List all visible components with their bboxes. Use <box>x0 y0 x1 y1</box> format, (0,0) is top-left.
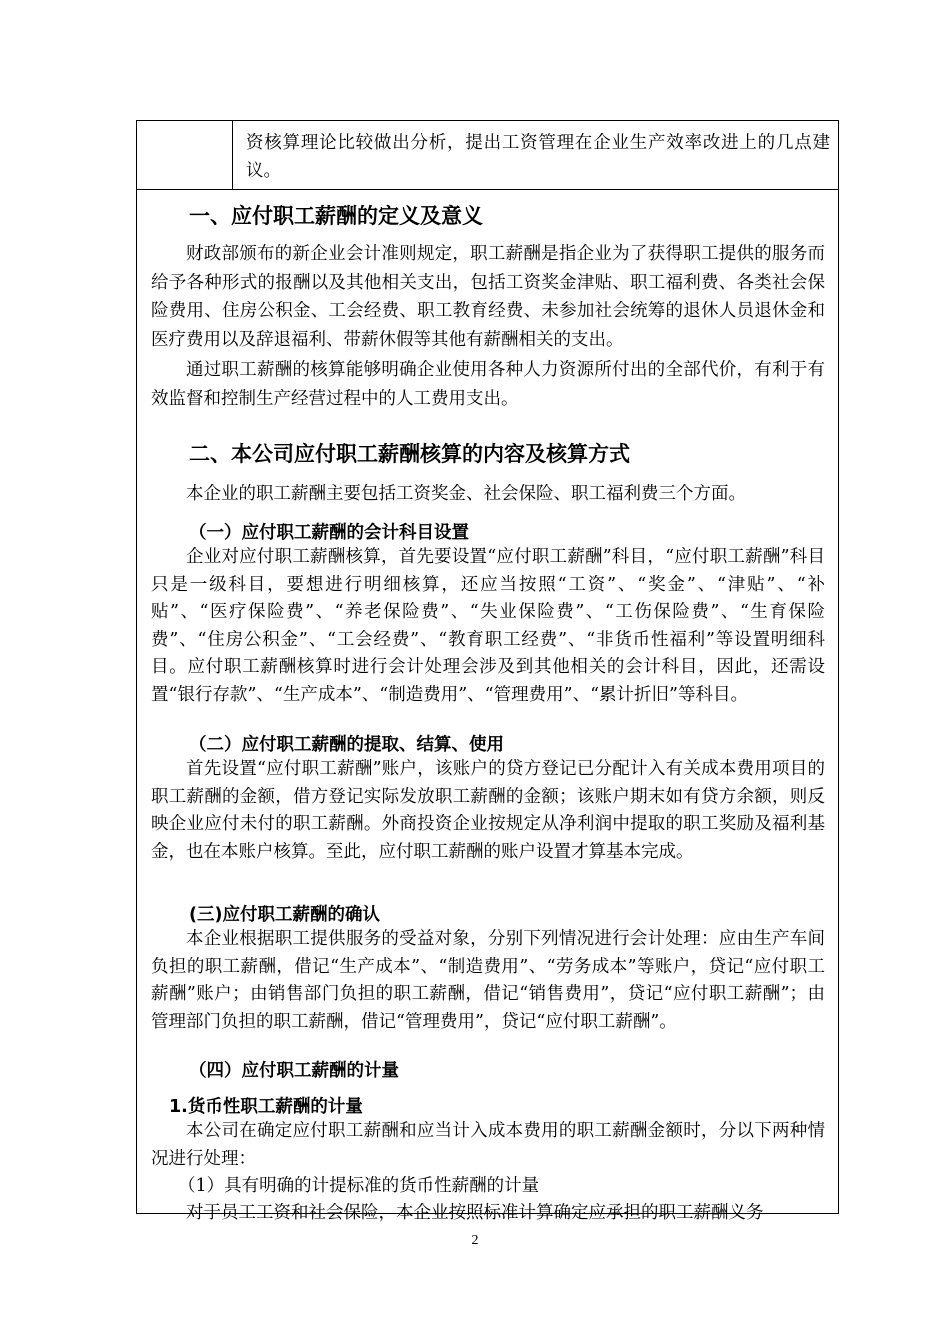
subsection-4-title: （四）应付职工薪酬的计量 <box>189 1061 399 1081</box>
section-2-intro: 本企业的职工薪酬主要包括工资奖金、社会保险、职工福利费三个方面。 <box>186 484 746 504</box>
continued-paragraph: 资核算理论比较做出分析，提出工资管理在企业生产效率改进上的几点建议。 <box>246 133 830 181</box>
subsection-4-1-item: （1）具有明确的计提标准的货币性薪酬的计量 <box>178 1176 540 1196</box>
subsection-3-text: 本企业根据职工提供服务的受益对象，分别下列情况进行会计处理：应由生产车间负担的职工薪酬，借记“生产成本”、“制造费用”、“劳务成本”等账户，贷记“应付职工薪酬”账户；由销售部门负担的职工薪酬，借记“销售费用”，贷记“应付职工薪酬”；由管理部门负担的职工薪酬，借记“管理费用”，贷记“应付职工薪酬”。 <box>151 929 825 1032</box>
subsection-1-title: （一）应付职工薪酬的会计科目设置 <box>189 523 469 543</box>
section-1-title: 一、应付职工薪酬的定义及意义 <box>189 204 483 228</box>
table-row-continued <box>137 121 838 190</box>
section-2-title: 二、本公司应付职工薪酬核算的内容及核算方式 <box>189 442 630 466</box>
page-number: 2 <box>471 1233 479 1248</box>
table-label-cell <box>137 121 233 189</box>
section-1-paragraph-1: 财政部颁布的新企业会计准则规定，职工薪酬是指企业为了获得职工提供的服务而给予各种形式的报酬以及其他相关支出，包括工资奖金津贴、职工福利费、各类社会保险费用、住房公积金、工会经费、职工教育经费、未参加社会统筹的退休人员退休金和医疗费用以及辞退福利、带薪休假等其他有薪酬相关的支出。 <box>151 244 825 350</box>
subsection-2-text: 首先设置“应付职工薪酬”账户，该账户的贷方登记已分配计入有关成本费用项目的职工薪酬的金额，借方登记实际发放职工薪酬的金额；该账户期末如有贷方余额，则反映企业应付未付的职工薪酬。外商投资企业按规定从净利润中提取的职工奖励及福利基金，也在本账户核算。至此，应付职工薪酬的账户设置才算基本完成。 <box>151 759 825 862</box>
subsection-4-1-text: 本公司在确定应付职工薪酬和应当计入成本费用的职工薪酬金额时，分以下两种情况进行处理： <box>151 1121 825 1169</box>
subsection-3-title: (三)应付职工薪酬的确认 <box>189 905 380 925</box>
subsection-1-text: 企业对应付职工薪酬核算，首先要设置“应付职工薪酬”科目，“应付职工薪酬”科目只是一级科目，要想进行明细核算，还应当按照“工资”、“奖金”、“津贴”、“补贴”、“医疗保险费”、“养老保险费”、“失业保险费”、“工伤保险费”、“生育保险费”、“住房公积金”、“工会经费”、“教育职工经费”、“非货币性福利”等设置明细科目。应付职工薪酬核算时进行会计处理会涉及到其他相关的会计科目，因此，还需设置“银行存款”、“生产成本”、“制造费用”、“管理费用”、“累计折旧”等科目。 <box>151 547 825 705</box>
subsection-4-1-title: 1.货币性职工薪酬的计量 <box>169 1097 363 1117</box>
subsection-2-title: （二）应付职工薪酬的提取、结算、使用 <box>189 735 504 755</box>
content-table <box>136 120 839 1223</box>
section-1-paragraph-2: 通过职工薪酬的核算能够明确企业使用各种人力资源所付出的全部代价，有利于有效监督和控制生产经营过程中的人工费用支出。 <box>151 360 825 409</box>
subsection-4-1-item-text: 对于员工工资和社会保险，本企业按照标准计算确定应承担的职工薪酬义务 <box>186 1203 764 1223</box>
